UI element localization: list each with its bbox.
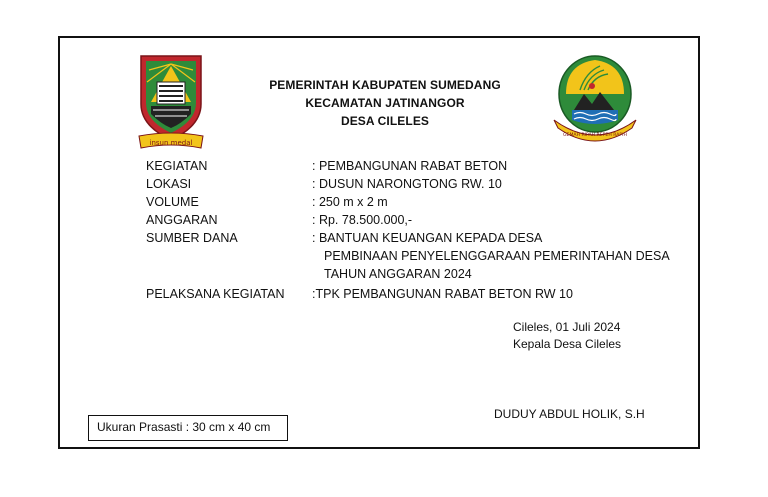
value-sumber-dana-line-2: PEMBINAAN PENYELENGGARAAN PEMERINTAHAN DESA: [324, 249, 670, 263]
value-sumber-dana: : BANTUAN KEUANGAN KEPADA DESA: [312, 231, 543, 245]
label-anggaran: ANGGARAN: [146, 213, 218, 227]
signature-place-date: Cileles, 01 Juli 2024: [513, 320, 621, 334]
value-sumber-dana-line-3: TAHUN ANGGARAN 2024: [324, 267, 472, 281]
size-note-box: Ukuran Prasasti : 30 cm x 40 cm: [88, 415, 288, 441]
signature-position: Kepala Desa Cileles: [513, 337, 622, 351]
signature-name: DUDUY ABDUL HOLIK, S.H: [494, 407, 645, 421]
ribbon-text: GEMAH RIPAH REPEH RAPIH: [563, 133, 627, 138]
label-kegiatan: KEGIATAN: [146, 159, 208, 173]
value-pelaksana-kegiatan: :TPK PEMBANGUNAN RABAT BETON RW 10: [312, 287, 573, 301]
label-pelaksana-kegiatan: PELAKSANA KEGIATAN: [146, 287, 285, 301]
inscription-plaque: [58, 36, 700, 449]
header-line-2: KECAMATAN JATINANGOR: [305, 96, 465, 110]
value-anggaran: : Rp. 78.500.000,-: [312, 213, 413, 227]
sumedang-emblem-icon: [137, 54, 205, 150]
header-line-3: DESA CILELES: [340, 114, 430, 128]
value-lokasi: : DUSUN NARONGTONG RW. 10: [312, 177, 502, 191]
letterhead: [210, 76, 560, 130]
ribbon-text: insun medal: [149, 139, 193, 147]
value-volume: : 250 m x 2 m: [312, 195, 388, 209]
west-java-emblem-icon: [552, 54, 638, 144]
header-line-1: PEMERINTAH KABUPATEN SUMEDANG: [269, 78, 501, 92]
value-kegiatan: : PEMBANGUNAN RABAT BETON: [312, 159, 508, 173]
label-lokasi: LOKASI: [146, 177, 192, 191]
label-sumber-dana: SUMBER DANA: [146, 231, 238, 245]
label-volume: VOLUME: [146, 195, 199, 209]
